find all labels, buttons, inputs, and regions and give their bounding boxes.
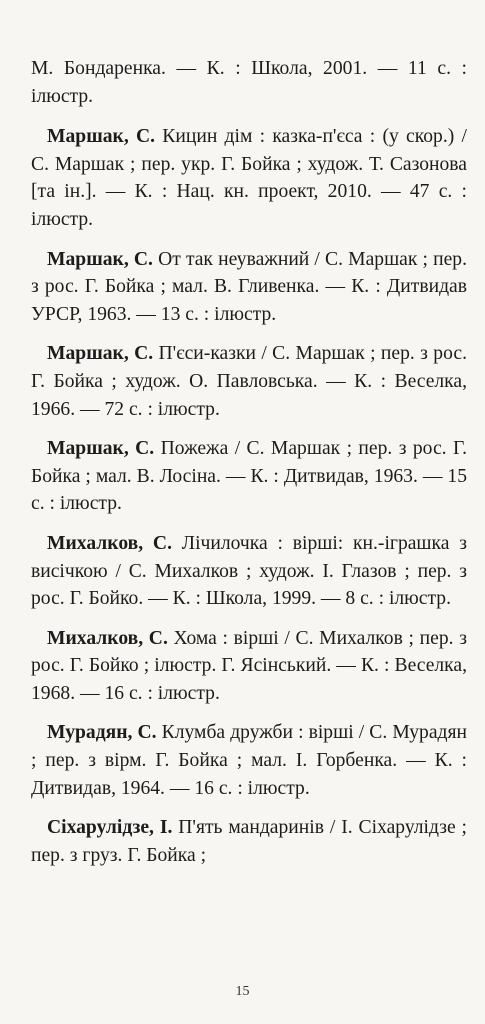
entry-author: Михалков, С.	[47, 627, 168, 649]
entry-text: Клумба дружби : вірші / С. Мурадян ; пер. з вірм. Г. Бойка ; мал. І. Горбенка. — К. : Дитвидав, 1964. — 16 с. : ілюстр.	[31, 722, 468, 799]
entry-text: П'єси-казки / С. Маршак ; пер. з рос. Г. Бойка ; худож. О. Павловська. — К. : Веселка, 1966. — 72 с. : ілюстр.	[31, 343, 467, 420]
bibliography-entry	[31, 625, 467, 708]
bibliography-entry	[31, 246, 467, 329]
entry-text: Хома : вірші / С. Михалков ; пер. з рос. Г. Бойко ; ілюстр. Г. Ясінський. — К. : Веселка, 1968. — 16 с. : ілюстр.	[31, 627, 467, 704]
entry-author: Михалков, С.	[47, 532, 172, 554]
entry-text: От так неуважний / С. Маршак ; пер. з рос. Г. Бойка ; мал. В. Гливенка. — К. : Дитвидав УРСР, 1963. — 13 с. : ілюстр.	[31, 248, 467, 325]
entry-text: Кицин дім : казка-п'єса : (у скор.) / С. Маршак ; пер. укр. Г. Бойка ; худож. Т. Сазонова [та ін.]. — К. : Нац. кн. проект, 2010. — 47 с. : ілюстр.	[31, 126, 467, 230]
bibliography-entry	[31, 340, 467, 423]
entry-author: Мурадян, С.	[47, 722, 157, 744]
bibliography-entry	[31, 719, 467, 802]
bibliography-entry	[31, 435, 467, 518]
entry-author: Маршак, С.	[47, 343, 154, 365]
entry-text: П'ять мандаринів / І. Сіхарулідзе ; пер. з груз. Г. Бойка ;	[31, 817, 467, 866]
entry-author: Маршак, С.	[47, 126, 156, 148]
bibliography-entry	[31, 814, 467, 869]
entry-author: Маршак, С.	[47, 438, 155, 460]
bibliography-entry	[31, 123, 467, 233]
entry-text: Пожежа / С. Маршак ; пер. з рос. Г. Бойка ; мал. В. Лосіна. — К. : Дитвидав, 1963. — 15 с. : ілюстр.	[31, 438, 467, 515]
bibliography-entry	[31, 530, 467, 613]
bibliography-entry-continued	[31, 55, 467, 110]
entry-author: Сіхарулідзе, І.	[47, 817, 173, 839]
entry-text: М. Бондаренка. — К. : Школа, 2001. — 11 с. : ілюстр.	[31, 58, 467, 107]
entry-author: Маршак, С.	[47, 248, 153, 270]
entry-text: Лічилочка : вірші: кн.-іграшка з висічкою / С. Михалков ; худож. І. Глазов ; пер. з рос. Г. Бойко. — К. : Школа, 1999. — 8 с. : ілюстр.	[31, 532, 467, 610]
page-number: 15	[235, 984, 250, 999]
bibliography-list	[31, 55, 467, 881]
